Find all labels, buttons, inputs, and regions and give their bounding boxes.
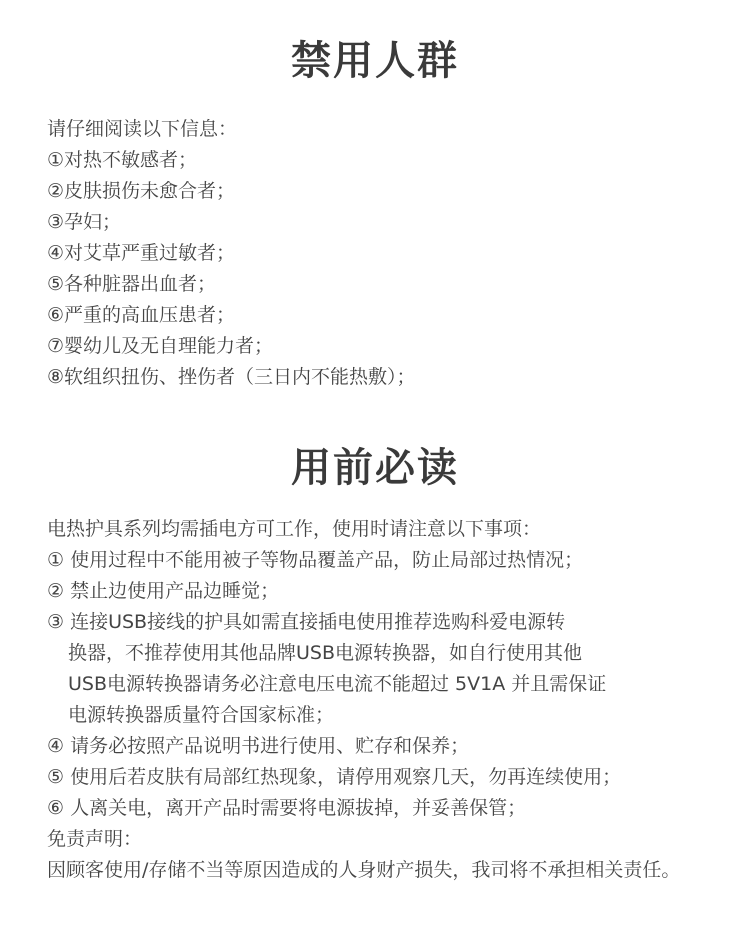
usage-intro: 电热护具系列均需插电方可工作，使用时请注意以下事项： xyxy=(47,518,542,540)
list-item: ④ 请务必按照产品说明书进行使用、贮存和保养； xyxy=(47,735,470,757)
list-item: ⑧软组织扭伤、挫伤者（三日内不能热敷）； xyxy=(47,366,416,388)
list-item: ③ 连接USB接线的护具如需直接插电使用推荐选购科爱电源转 xyxy=(47,611,566,633)
list-item: ⑥严重的高血压患者； xyxy=(47,304,236,326)
list-item: ⑤各种脏器出血者； xyxy=(47,273,217,295)
list-item: ⑦婴幼儿及无自理能力者； xyxy=(47,335,274,357)
disclaimer-label: 免责声明： xyxy=(47,828,143,850)
section-title-read-before-use: 用前必读 xyxy=(291,445,459,491)
prohibited-intro: 请仔细阅读以下信息： xyxy=(47,118,238,140)
list-item: ①对热不敏感者； xyxy=(47,149,198,171)
read-before-use-list xyxy=(47,514,737,886)
list-item-continuation: USB电源转换器请务必注意电压电流不能超过 5V1A 并且需保证 xyxy=(68,673,607,695)
list-item: ⑥ 人离关电，离开产品时需要将电源拔掉，并妥善保管； xyxy=(47,797,527,819)
list-item: ⑤ 使用后若皮肤有局部红热现象，请停用观察几天，勿再连续使用； xyxy=(47,766,622,788)
disclaimer-text: 因顾客使用/存储不当等原因造成的人身财产损失，我司将不承担相关责任。 xyxy=(47,859,681,881)
list-item: ② 禁止边使用产品边睡觉； xyxy=(47,580,280,602)
list-item: ③孕妇； xyxy=(47,211,122,233)
list-item-continuation: 换器，不推荐使用其他品牌USB电源转换器，如自行使用其他 xyxy=(68,642,583,664)
list-item: ④对艾草严重过敏者； xyxy=(47,242,236,264)
section-title-prohibited-groups: 禁用人群 xyxy=(291,38,459,84)
list-item: ②皮肤损伤未愈合者； xyxy=(47,180,236,202)
list-item-continuation: 电源转换器质量符合国家标准； xyxy=(68,704,335,726)
list-item: ① 使用过程中不能用被子等物品覆盖产品，防止局部过热情况； xyxy=(47,549,584,571)
prohibited-groups-list xyxy=(47,114,737,393)
